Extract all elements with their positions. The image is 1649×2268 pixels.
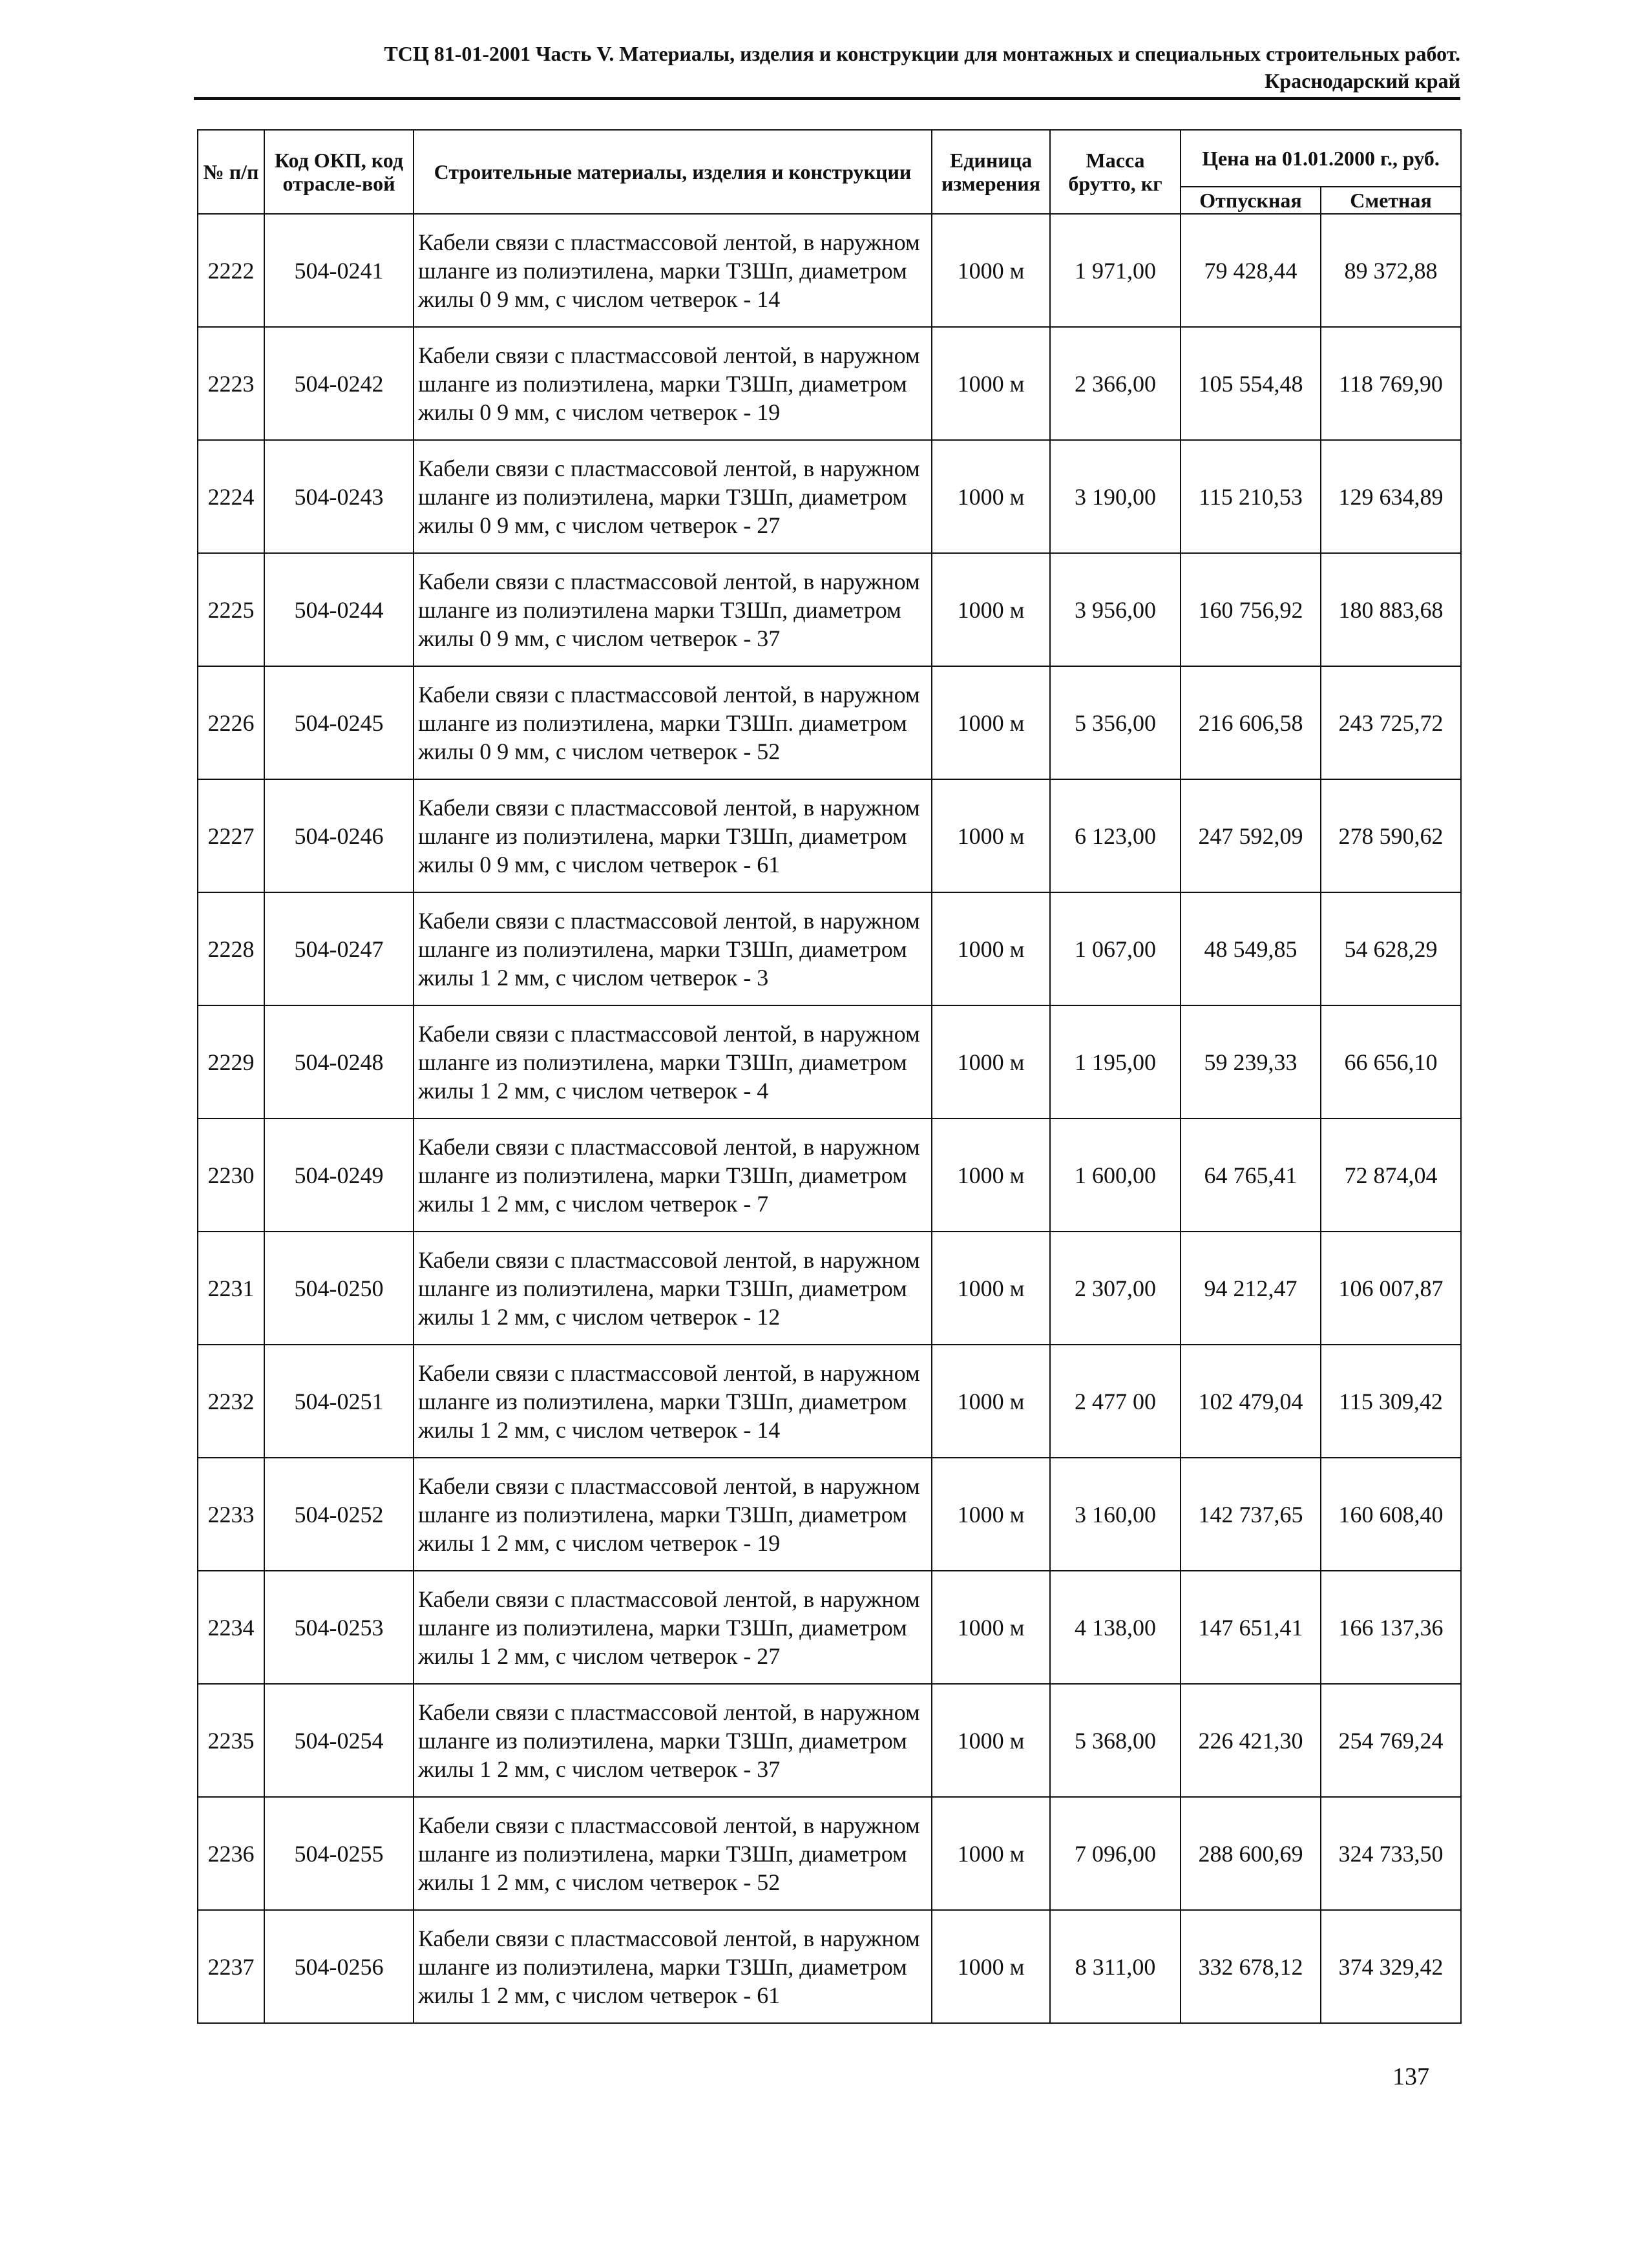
row-description: Кабели связи с пластмассовой лентой, в наружном шланге из полиэтилена, марки ТЗШп, диаметром жилы 1 2 мм, с числом четверок - 4 <box>414 1005 932 1118</box>
table-row <box>198 1232 1461 1345</box>
table-row <box>198 1684 1461 1797</box>
row-description: Кабели связи с пластмассовой лентой, в наружном шланге из полиэтилена, марки ТЗШп, диаметром жилы 1 2 мм, с числом четверок - 52 <box>414 1797 932 1910</box>
row-price-release: 226 421,30 <box>1181 1684 1321 1797</box>
column-header-mass: Масса брутто, кг <box>1050 130 1181 214</box>
page-number: 137 <box>1392 2063 1429 2090</box>
column-header-unit: Единица измерения <box>932 130 1050 214</box>
row-price-release: 247 592,09 <box>1181 779 1321 892</box>
region-label: Краснодарский край <box>1265 69 1460 92</box>
row-price-estimate: 118 769,90 <box>1321 327 1461 440</box>
row-price-estimate: 243 725,72 <box>1321 666 1461 779</box>
row-unit: 1000 м <box>932 1684 1050 1797</box>
row-code: 504-0255 <box>264 1797 414 1910</box>
table-header <box>198 130 1461 214</box>
row-description: Кабели связи с пластмассовой лентой, в наружном шланге из полиэтилена, марки ТЗШп, диаметром жилы 1 2 мм, с числом четверок - 61 <box>414 1910 932 2023</box>
row-price-release: 142 737,65 <box>1181 1458 1321 1571</box>
row-mass: 2 307,00 <box>1050 1232 1181 1345</box>
column-header-code: Код ОКП, код отрасле-вой <box>264 130 414 214</box>
row-price-estimate: 129 634,89 <box>1321 440 1461 553</box>
table-row <box>198 1345 1461 1458</box>
row-code: 504-0246 <box>264 779 414 892</box>
row-price-release: 102 479,04 <box>1181 1345 1321 1458</box>
table-row <box>198 214 1461 327</box>
row-unit: 1000 м <box>932 1910 1050 2023</box>
row-number: 2228 <box>198 892 264 1005</box>
table-body <box>198 214 1461 2023</box>
row-unit: 1000 м <box>932 214 1050 327</box>
row-code: 504-0249 <box>264 1118 414 1232</box>
header-divider <box>194 97 1460 100</box>
row-description: Кабели связи с пластмассовой лентой, в наружном шланге из полиэтилена, марки ТЗШп, диаметром жилы 1 2 мм, с числом четверок - 3 <box>414 892 932 1005</box>
row-description: Кабели связи с пластмассовой лентой, в наружном шланге из полиэтилена, марки ТЗШп. диаметром жилы 0 9 мм, с числом четверок - 52 <box>414 666 932 779</box>
table-row <box>198 1005 1461 1118</box>
row-code: 504-0248 <box>264 1005 414 1118</box>
row-number: 2222 <box>198 214 264 327</box>
column-header-price: Цена на 01.01.2000 г., руб. <box>1181 130 1461 187</box>
row-unit: 1000 м <box>932 1232 1050 1345</box>
row-description: Кабели связи с пластмассовой лентой, в наружном шланге из полиэтилена, марки ТЗШп, диаметром жилы 0 9 мм, с числом четверок - 27 <box>414 440 932 553</box>
row-unit: 1000 м <box>932 1118 1050 1232</box>
row-number: 2225 <box>198 553 264 666</box>
row-mass: 1 195,00 <box>1050 1005 1181 1118</box>
row-price-estimate: 160 608,40 <box>1321 1458 1461 1571</box>
row-mass: 4 138,00 <box>1050 1571 1181 1684</box>
row-number: 2237 <box>198 1910 264 2023</box>
row-description: Кабели связи с пластмассовой лентой, в наружном шланге из полиэтилена, марки ТЗШп, диаметром жилы 1 2 мм, с числом четверок - 27 <box>414 1571 932 1684</box>
row-code: 504-0244 <box>264 553 414 666</box>
row-price-estimate: 180 883,68 <box>1321 553 1461 666</box>
row-description: Кабели связи с пластмассовой лентой, в наружном шланге из полиэтилена, марки ТЗШп, диаметром жилы 1 2 мм, с числом четверок - 37 <box>414 1684 932 1797</box>
row-unit: 1000 м <box>932 1345 1050 1458</box>
table-row <box>198 1571 1461 1684</box>
table-row <box>198 440 1461 553</box>
row-price-estimate: 89 372,88 <box>1321 214 1461 327</box>
table-row <box>198 1458 1461 1571</box>
table-row <box>198 1118 1461 1232</box>
table-row <box>198 1797 1461 1910</box>
row-number: 2229 <box>198 1005 264 1118</box>
row-mass: 3 190,00 <box>1050 440 1181 553</box>
row-price-release: 332 678,12 <box>1181 1910 1321 2023</box>
row-number: 2231 <box>198 1232 264 1345</box>
row-number: 2224 <box>198 440 264 553</box>
row-unit: 1000 м <box>932 440 1050 553</box>
row-description: Кабели связи с пластмассовой лентой, в наружном шланге из полиэтилена, марки ТЗШп, диаметром жилы 1 2 мм, с числом четверок - 12 <box>414 1232 932 1345</box>
materials-price-table <box>197 129 1462 2024</box>
row-mass: 8 311,00 <box>1050 1910 1181 2023</box>
row-description: Кабели связи с пластмассовой лентой, в наружном шланге из полиэтилена, марки ТЗШп, диаметром жилы 1 2 мм, с числом четверок - 7 <box>414 1118 932 1232</box>
row-code: 504-0241 <box>264 214 414 327</box>
row-mass: 6 123,00 <box>1050 779 1181 892</box>
row-price-release: 216 606,58 <box>1181 666 1321 779</box>
row-price-estimate: 278 590,62 <box>1321 779 1461 892</box>
row-unit: 1000 м <box>932 1797 1050 1910</box>
row-price-estimate: 374 329,42 <box>1321 1910 1461 2023</box>
row-number: 2232 <box>198 1345 264 1458</box>
row-code: 504-0253 <box>264 1571 414 1684</box>
row-description: Кабели связи с пластмассовой лентой, в наружном шланге из полиэтилена, марки ТЗШп, диаметром жилы 0 9 мм, с числом четверок - 61 <box>414 779 932 892</box>
row-unit: 1000 м <box>932 1005 1050 1118</box>
document-title: ТСЦ 81-01-2001 Часть V. Материалы, изделия и конструкции для монтажных и специальных строительных работ. <box>384 42 1460 65</box>
row-price-release: 288 600,69 <box>1181 1797 1321 1910</box>
row-description: Кабели связи с пластмассовой лентой, в наружном шланге из полиэтилена, марки ТЗШп, диаметром жилы 1 2 мм, с числом четверок - 19 <box>414 1458 932 1571</box>
row-mass: 5 368,00 <box>1050 1684 1181 1797</box>
row-price-release: 115 210,53 <box>1181 440 1321 553</box>
row-code: 504-0252 <box>264 1458 414 1571</box>
row-price-estimate: 115 309,42 <box>1321 1345 1461 1458</box>
row-code: 504-0242 <box>264 327 414 440</box>
row-description: Кабели связи с пластмассовой лентой, в наружном шланге из полиэтилена, марки ТЗШп, диаметром жилы 0 9 мм, с числом четверок - 14 <box>414 214 932 327</box>
column-header-price-release: Отпускная <box>1181 187 1321 214</box>
row-price-release: 105 554,48 <box>1181 327 1321 440</box>
table-row <box>198 327 1461 440</box>
table-row <box>198 779 1461 892</box>
row-price-release: 59 239,33 <box>1181 1005 1321 1118</box>
column-header-num: № п/п <box>198 130 264 214</box>
row-price-estimate: 72 874,04 <box>1321 1118 1461 1232</box>
row-number: 2226 <box>198 666 264 779</box>
row-price-estimate: 166 137,36 <box>1321 1571 1461 1684</box>
row-price-release: 94 212,47 <box>1181 1232 1321 1345</box>
row-price-estimate: 106 007,87 <box>1321 1232 1461 1345</box>
row-number: 2223 <box>198 327 264 440</box>
row-price-estimate: 66 656,10 <box>1321 1005 1461 1118</box>
row-code: 504-0254 <box>264 1684 414 1797</box>
row-number: 2230 <box>198 1118 264 1232</box>
row-price-estimate: 324 733,50 <box>1321 1797 1461 1910</box>
row-unit: 1000 м <box>932 666 1050 779</box>
row-unit: 1000 м <box>932 779 1050 892</box>
row-code: 504-0247 <box>264 892 414 1005</box>
row-unit: 1000 м <box>932 1571 1050 1684</box>
row-price-release: 160 756,92 <box>1181 553 1321 666</box>
table-row <box>198 1910 1461 2023</box>
row-mass: 3 956,00 <box>1050 553 1181 666</box>
row-description: Кабели связи с пластмассовой лентой, в наружном шланге из полиэтилена, марки ТЗШп, диаметром жилы 0 9 мм, с числом четверок - 19 <box>414 327 932 440</box>
row-number: 2233 <box>198 1458 264 1571</box>
row-price-release: 64 765,41 <box>1181 1118 1321 1232</box>
row-price-release: 48 549,85 <box>1181 892 1321 1005</box>
row-code: 504-0256 <box>264 1910 414 2023</box>
row-number: 2227 <box>198 779 264 892</box>
row-mass: 1 067,00 <box>1050 892 1181 1005</box>
row-mass: 1 971,00 <box>1050 214 1181 327</box>
row-unit: 1000 м <box>932 892 1050 1005</box>
table-row <box>198 553 1461 666</box>
row-description: Кабели связи с пластмассовой лентой, в наружном шланге из полиэтилена, марки ТЗШп, диаметром жилы 1 2 мм, с числом четверок - 14 <box>414 1345 932 1458</box>
table-row <box>198 666 1461 779</box>
row-unit: 1000 м <box>932 553 1050 666</box>
row-price-estimate: 254 769,24 <box>1321 1684 1461 1797</box>
row-number: 2235 <box>198 1684 264 1797</box>
column-header-price-estimate: Сметная <box>1321 187 1461 214</box>
row-number: 2234 <box>198 1571 264 1684</box>
row-mass: 2 477 00 <box>1050 1345 1181 1458</box>
row-price-release: 79 428,44 <box>1181 214 1321 327</box>
row-code: 504-0245 <box>264 666 414 779</box>
row-mass: 3 160,00 <box>1050 1458 1181 1571</box>
row-mass: 2 366,00 <box>1050 327 1181 440</box>
row-description: Кабели связи с пластмассовой лентой, в наружном шланге из полиэтилена марки ТЗШп, диаметром жилы 0 9 мм, с числом четверок - 37 <box>414 553 932 666</box>
row-mass: 5 356,00 <box>1050 666 1181 779</box>
row-number: 2236 <box>198 1797 264 1910</box>
table-row <box>198 892 1461 1005</box>
row-code: 504-0250 <box>264 1232 414 1345</box>
row-price-release: 147 651,41 <box>1181 1571 1321 1684</box>
row-code: 504-0251 <box>264 1345 414 1458</box>
row-mass: 7 096,00 <box>1050 1797 1181 1910</box>
page-header <box>194 40 1460 94</box>
row-unit: 1000 м <box>932 327 1050 440</box>
row-unit: 1000 м <box>932 1458 1050 1571</box>
row-mass: 1 600,00 <box>1050 1118 1181 1232</box>
row-price-estimate: 54 628,29 <box>1321 892 1461 1005</box>
column-header-name: Строительные материалы, изделия и конструкции <box>414 130 932 214</box>
row-code: 504-0243 <box>264 440 414 553</box>
